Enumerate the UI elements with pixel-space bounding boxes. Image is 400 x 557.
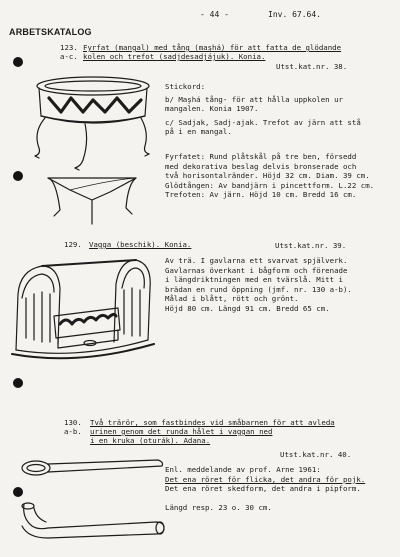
entry-129-number: 129.	[64, 240, 82, 249]
desc-line: Av trä. I gavlarna ett svarvat spjälverk.	[165, 256, 348, 265]
desc-line: Det ena röret för flicka, det andra för pojk.	[165, 474, 366, 484]
page-number: - 44 -	[200, 10, 229, 19]
entry-130-number: 130.	[64, 418, 82, 427]
entry-128-b-line2: mangalen. Konia 1907.	[165, 104, 259, 113]
desc-line: två horisontalränder. Höjd 32 cm. Diam. 39 cm.	[165, 171, 370, 181]
entry-128-c-line2: på i en mangal.	[165, 127, 232, 136]
desc-line: Höjd 80 cm. Längd 91 cm. Bredd 65 cm.	[165, 303, 330, 313]
punch-hole-2	[13, 171, 23, 181]
tripod-illustration	[40, 170, 150, 230]
entry-128-number: 123.	[60, 43, 78, 52]
desc-line: Det ena röret skedform, det andra i pipform.	[165, 484, 361, 494]
entry-128-catalog: Utst.kat.nr. 38.	[276, 62, 348, 71]
entry-130-description	[165, 465, 365, 513]
entry-129-title: Vagga (beschik). Konia.	[89, 240, 192, 249]
desc-line: Trefoten: Av järn. Höjd 10 cm. Bredd 16 cm.	[165, 190, 357, 200]
entry-129-catalog: Utst.kat.nr. 39.	[275, 241, 347, 250]
punch-hole-1	[13, 57, 23, 67]
desc-line: med dekorativa beslag delvis bronserade och	[165, 161, 357, 171]
brazier-illustration	[25, 72, 165, 182]
entry-129-description	[165, 256, 352, 314]
punch-hole-4	[13, 487, 23, 497]
desc-line: brädan en rund öppning (jmf. nr. 130 a-b).	[165, 284, 352, 294]
entry-128-keywords-label: Stickord:	[165, 82, 206, 91]
inventory-number: Inv. 67.64.	[268, 10, 321, 19]
entry-130-title-line2: urinen genom det runda hålet i vaggan ned	[90, 427, 273, 436]
entry-130-sub: a-b.	[64, 427, 82, 436]
desc-line: i längdriktningen med en tvärslå. Mitt i	[165, 275, 343, 285]
entry-128-title-line2: kolen och trefot (sadjdesadjájuk). Konia.	[83, 52, 266, 61]
cradle-illustration	[8, 254, 158, 379]
entry-130-title-line3: i en kruka (oturák). Adana.	[90, 436, 211, 445]
entry-128-description	[165, 152, 374, 200]
desc-line: Glödtången: Av bandjärn i pincettform. L.22 cm.	[165, 180, 375, 190]
desc-line	[165, 494, 365, 504]
desc-line: Målad i blått, rött och grönt.	[165, 294, 299, 304]
pipe-tube-illustration	[18, 500, 168, 540]
entry-130-title-line1: Två trärör, som fastbindes vid småbarnen för att avleda	[90, 418, 335, 427]
punch-hole-3	[13, 378, 23, 388]
spoon-tube-illustration	[18, 454, 168, 484]
desc-line: Längd resp. 23 o. 30 cm.	[165, 503, 272, 513]
desc-line: Gavlarnas överkant i bågform och förenade	[165, 265, 348, 275]
entry-128-c-line1: c/ Sadjak, Sadj-ajak. Trefot av järn att stå	[165, 118, 361, 127]
entry-128-b-line1: b/ Maşhá tång- för att hålla uppkolen ur	[165, 95, 343, 104]
desc-line: Fyrfatet: Rund plåtskål på tre ben, försedd	[165, 152, 357, 161]
desc-line: Enl. meddelande av prof. Arne 1961:	[165, 465, 321, 474]
entry-130-catalog: Utst.kat.nr. 40.	[280, 450, 352, 459]
catalog-stamp: ARBETSKATALOG	[9, 27, 92, 37]
entry-128-title-line1: Fyrfat (mangal) med tång (maşhá) för att fatta de glödande	[83, 43, 342, 52]
entry-128-sub: a-c.	[60, 52, 78, 61]
